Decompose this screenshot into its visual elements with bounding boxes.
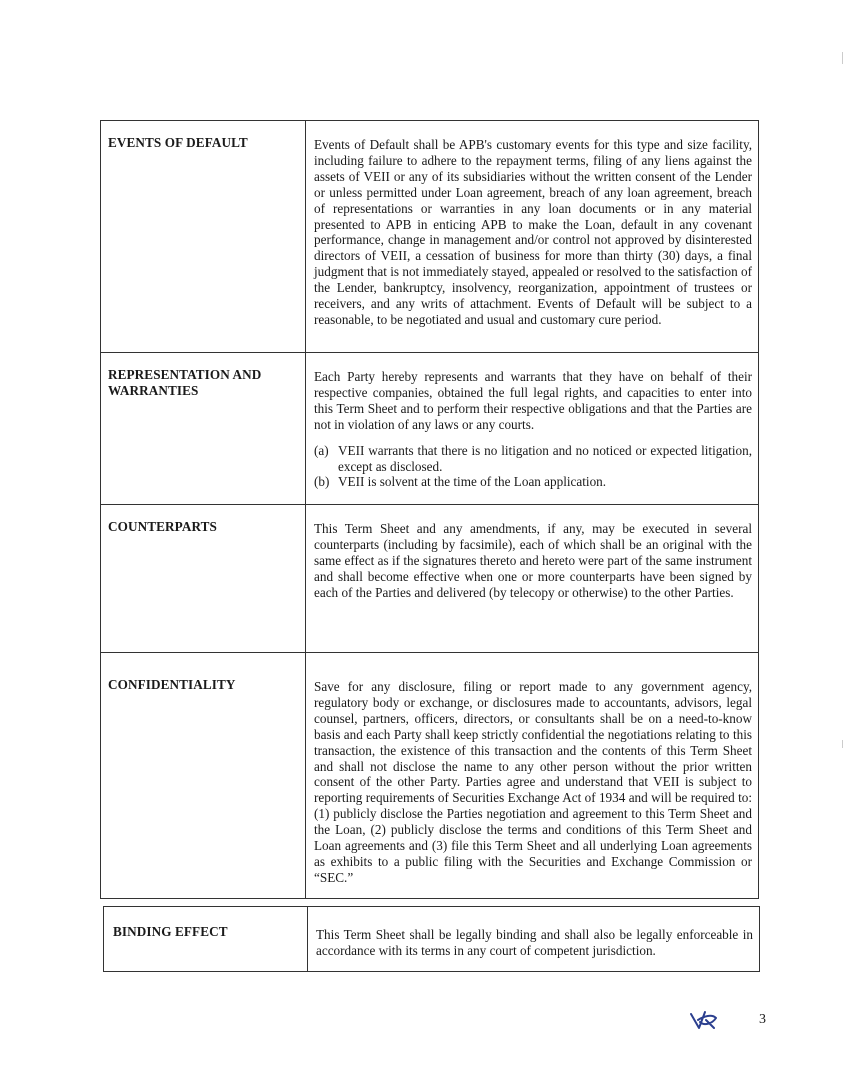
binding-effect-table (103, 906, 760, 972)
list-text: VEII is solvent at the time of the Loan application. (338, 474, 607, 490)
section-paragraph: Events of Default shall be APB's customary events for this type and size facility, including failure to adhere to the repayment terms, filing of any liens against the assets of VEII or any of its subsidiaries without the written consent of the Lender or unless permitted under Loan agreement, breach of any loan agreement, breach of representations or warranties in any loan documents or in any material presented to APB in enticing APB to make the Loan, default in any covenant performance, change in management and/or control not approved by disinterested directors of VEII, a cessation of business for more than thirty (30) days, a final judgment that is not immediately stayed, appealed or resolved to the satisfaction of the Lender, bankruptcy, insolvency, reorganization, appointment of trustees or receivers, and any writs of attachment. Events of Default will be subject to a reasonable, to be negotiated and usual and customary cure period. (314, 137, 752, 327)
list-item (314, 443, 752, 475)
scan-edge-mark (842, 52, 843, 64)
section-representation-warranties (101, 353, 758, 505)
list-text: VEII warrants that there is no litigation and no noticed or expected litigation, except as disclosed. (338, 442, 752, 474)
section-events-of-default (101, 121, 758, 353)
page-number: 3 (759, 1012, 766, 1027)
section-binding-effect (104, 907, 759, 971)
section-label: BINDING EFFECT (104, 907, 308, 971)
section-paragraph: Save for any disclosure, filing or report made to any government agency, regulatory body or exchange, or disclosures made to accountants, advisors, legal counsel, partners, officers, directors, or consultants shall be on a need-to-know basis and each Party shall keep strictly confidential the negotiations relating to this transaction, the existence of this transaction and the contents of this Term Sheet and shall not disclose the name to any other person without the prior written consent of the other Party. Parties agree and understand that VEII is subject to reporting requirements of Securities Exchange Act of 1934 and will be required to: (1) publicly disclose the Parties negotiation and agreement to this Term Sheet and the Loan, (2) publicly disclose the terms and conditions of this Term Sheet and Loan agreements and (3) file this Term Sheet and all underlying Loan agreements as exhibits to a public filing with the Securities and Exchange Commission or “SEC.” (314, 679, 752, 885)
list-marker: (a) (314, 442, 329, 458)
list-marker: (b) (314, 474, 330, 490)
section-label: REPRESENTATION AND WARRANTIES (101, 353, 306, 504)
section-label: COUNTERPARTS (101, 505, 306, 652)
section-content (306, 353, 758, 504)
section-paragraph: This Term Sheet and any amendments, if any, may be executed in several counterparts (including by facsimile), each of which shall be an original with the same effect as if the signatures thereto and hereto were part of the same instrument and shall become effective when one or more counterparts have been signed by each of the Parties and delivered (by telecopy or otherwise) to the other Parties. (314, 521, 752, 600)
section-label: CONFIDENTIALITY (101, 653, 306, 898)
initials-signature (688, 1006, 720, 1032)
section-content (306, 653, 758, 898)
section-counterparts (101, 505, 758, 653)
section-content (306, 505, 758, 652)
list-item (314, 474, 752, 490)
section-content (306, 121, 758, 352)
section-content (308, 907, 759, 971)
section-paragraph: Each Party hereby represents and warrants that they have on behalf of their respective companies, obtained the full legal rights, and capacities to enter into this Term Sheet and to perform their respective obligations and that the Parties are not in violation of any laws or any courts. (314, 369, 752, 432)
section-label: EVENTS OF DEFAULT (101, 121, 306, 352)
section-paragraph: This Term Sheet shall be legally binding and shall also be legally enforceable in accordance with its terms in any court of competent jurisdiction. (316, 927, 753, 958)
scan-edge-mark (842, 740, 843, 748)
section-confidentiality (101, 653, 758, 899)
term-sheet-table (100, 120, 759, 899)
